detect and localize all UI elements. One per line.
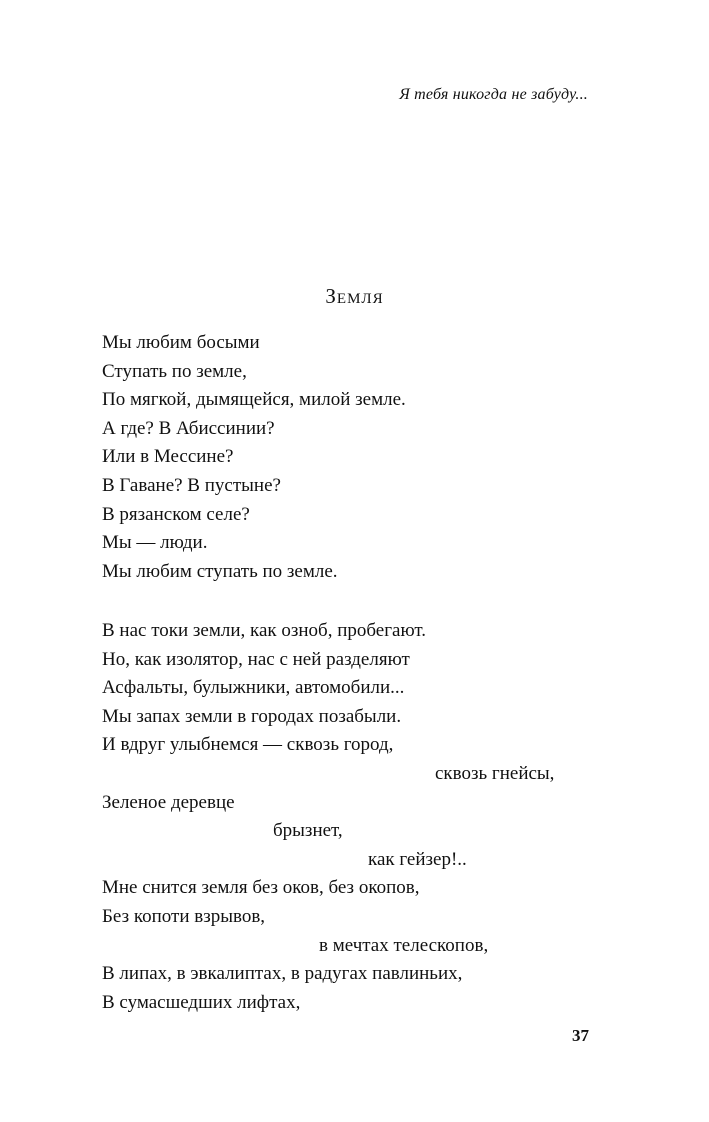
poem-line: И вдруг улыбнемся — сквозь город, [102, 734, 394, 756]
stanza-1 [102, 329, 602, 586]
poem-line: По мягкой, дымящейся, милой земле. [102, 389, 406, 411]
poem-line: В липах, в эвкалиптах, в радугах павлиньих, [102, 963, 463, 985]
poem-line: Мы любим босыми [102, 332, 260, 353]
poem-line: Мы запах земли в городах позабыли. [102, 705, 402, 727]
poem-line: Зеленое деревце [102, 791, 235, 813]
poem-line: Мне снится земля без оков, без окопов, [102, 877, 420, 899]
poem-line: Мы — люди. [102, 532, 208, 554]
poem-line: В сумасшедших лифтах, [102, 991, 301, 1013]
poem-line: В рязанском селе? [102, 503, 250, 525]
poem-line: В Гаване? В пустыне? [102, 474, 281, 496]
poem-line: сквозь гнейсы, [435, 762, 555, 784]
poem-line: Асфальты, булыжники, автомобили... [102, 677, 405, 699]
poem-line: Ступать по земле, [102, 360, 247, 382]
poem-line: в мечтах телескопов, [319, 934, 489, 956]
poem-line: Или в Мессине? [102, 446, 234, 468]
poem-line: Без копоти взрывов, [102, 905, 266, 927]
poem-line: А где? В Абиссинии? [102, 417, 275, 439]
poem-line: брызнет, [273, 820, 343, 842]
poem-line: В нас токи земли, как озноб, пробегают. [102, 620, 427, 641]
poem-line: как гейзер!.. [368, 848, 467, 870]
poem-title: Земля [325, 284, 384, 308]
stanza-2 [102, 617, 602, 1017]
running-header: Я тебя никогда не забуду... [399, 86, 588, 103]
poem-line: Мы любим ступать по земле. [102, 560, 338, 582]
page-number: 37 [572, 1026, 589, 1045]
poem-line: Но, как изолятор, нас с ней разделяют [102, 648, 410, 670]
